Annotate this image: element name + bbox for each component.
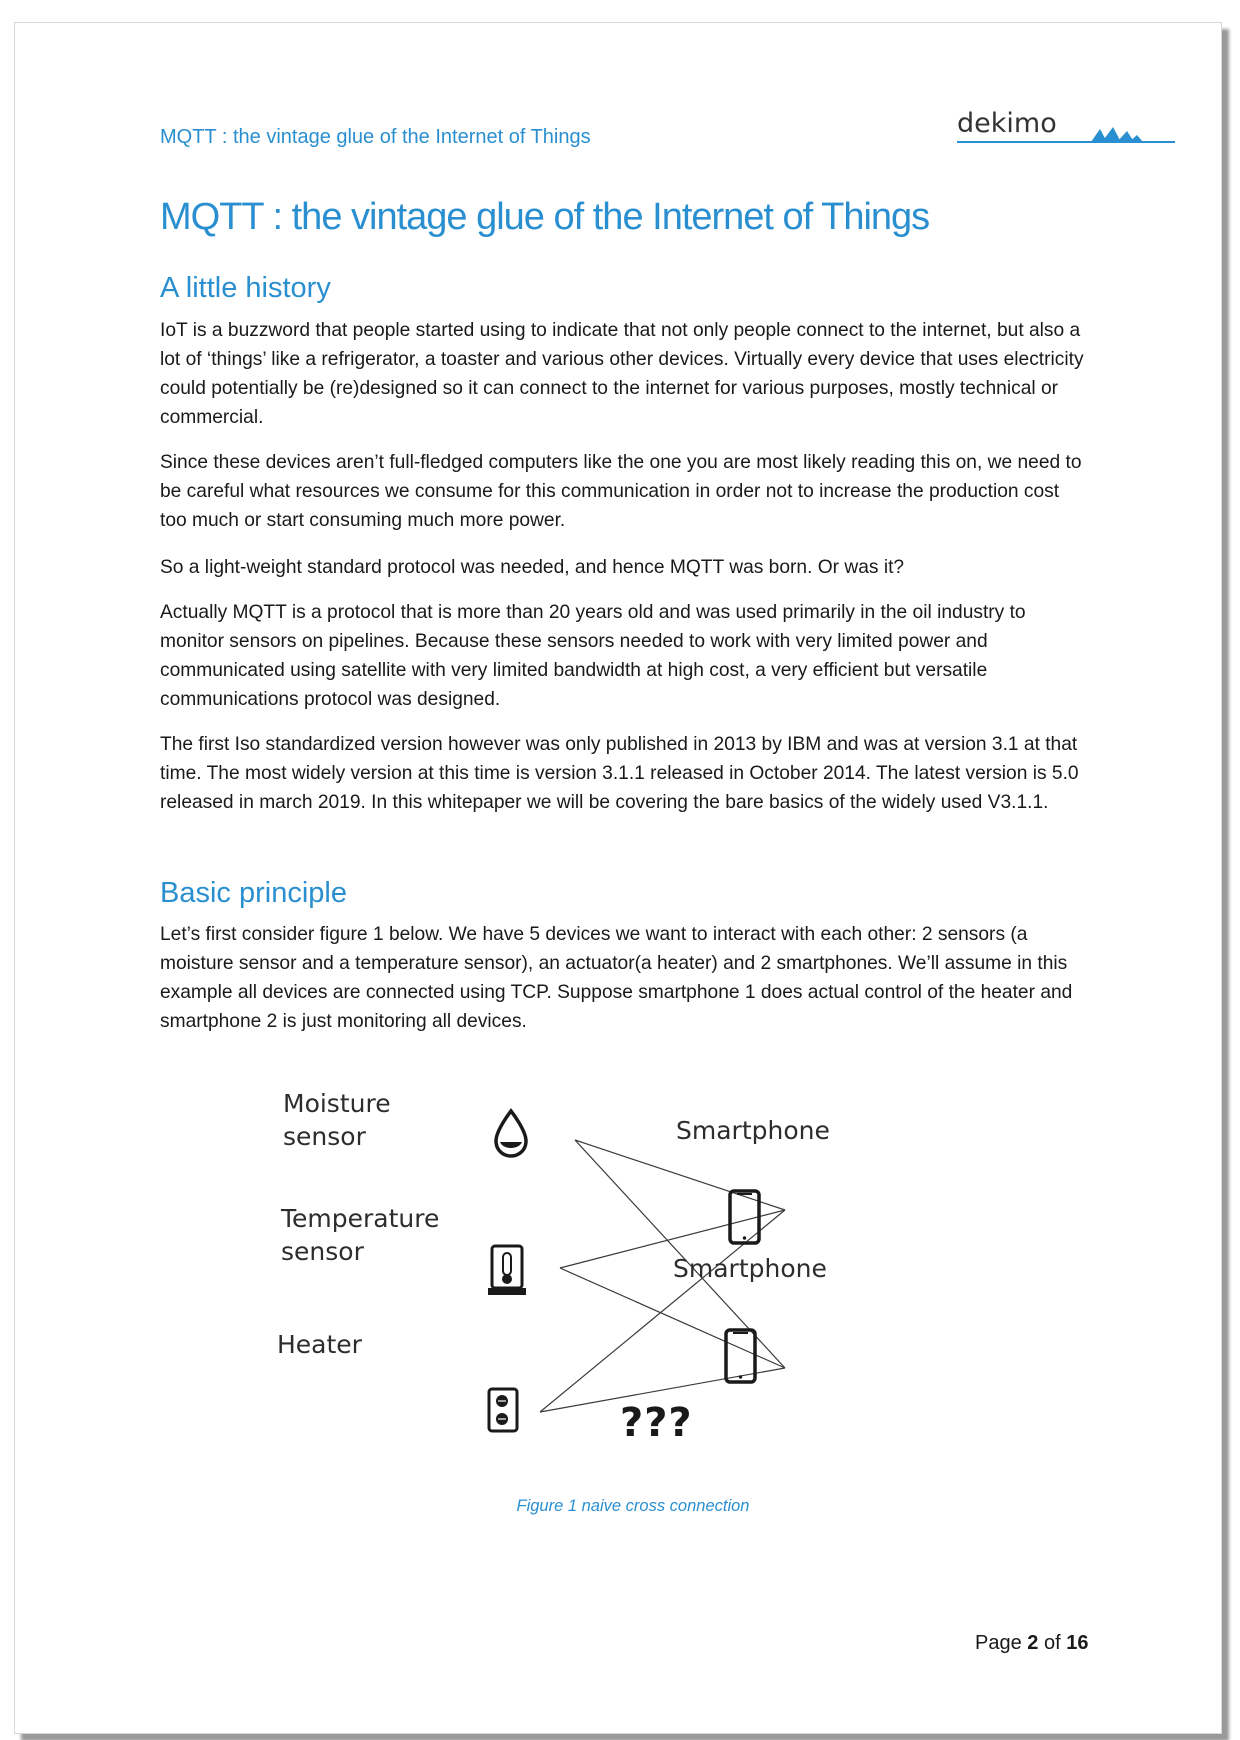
- paragraph: Actually MQTT is a protocol that is more than 20 years old and was used primarily in the oil industry to monitor sensors on pipelines. Because these sensors needed to work with very limited power and communicated using satellite with very limited bandwidth at high cost, a very efficient but versatile communications protocol was designed.: [160, 602, 1026, 710]
- heater-icon: [489, 1389, 517, 1431]
- page-separator: of: [1043, 1632, 1061, 1654]
- thermometer-icon: [488, 1246, 526, 1295]
- device-label-moisture-sensor: Moisture sensor: [283, 1089, 391, 1151]
- figure-naive-cross-connection: [277, 1089, 950, 1470]
- paragraph: So a light-weight standard protocol was needed, and hence MQTT was born. Or was it?: [160, 557, 905, 578]
- document-title: MQTT : the vintage glue of the Internet of Things: [160, 196, 930, 238]
- device-label-smartphone-1: Smartphone: [676, 1116, 830, 1145]
- section-heading-history: A little history: [160, 272, 331, 304]
- dekimo-logo: [957, 108, 1181, 150]
- paragraph: IoT is a buzzword that people started using to indicate that not only people connect to the internet, but also a lot of ‘things’ like a refrigerator, a toaster and various other devices. Virtually every device that uses electricity could potentially be (re)designed so it can connect to the internet for various purposes, mostly technical or commercial.: [160, 320, 1084, 428]
- paragraph: Let’s first consider figure 1 below. We have 5 devices we want to interact with each other: 2 sensors (a moisture sensor and a temperature sensor), an actuator(a heater) and 2 smartphones. We’ll assume in this example all devices are connected using TCP. Suppose smartphone 1 does actual control of the heater and smartphone 2 is just monitoring all devices.: [160, 924, 1073, 1032]
- device-label-temperature-sensor: Temperature sensor: [281, 1204, 440, 1266]
- page-number: [975, 1632, 1088, 1655]
- water-drop-icon: [496, 1111, 526, 1156]
- paragraph: The first Iso standardized version however was only published in 2013 by IBM and was at version 3.1 at that time. The most widely version at this time is version 3.1.1 released in October 2014. The latest version is 5.0 released in march 2019. In this whitepaper we will be covering the bare basics of the widely used V3.1.1.: [160, 734, 1079, 813]
- device-label-smartphone-2: Smartphone: [673, 1254, 827, 1283]
- figure-caption: Figure 1 naive cross connection: [516, 1497, 750, 1515]
- question-marks: ???: [620, 1400, 693, 1446]
- page-total: 16: [1066, 1632, 1089, 1654]
- page-current: 2: [1027, 1632, 1039, 1654]
- running-header: MQTT : the vintage glue of the Internet of Things: [160, 126, 591, 148]
- section-heading-basic-principle: Basic principle: [160, 877, 347, 909]
- page-prefix: Page: [975, 1632, 1022, 1654]
- paragraph: Since these devices aren’t full-fledged computers like the one you are most likely reading this on, we need to be careful what resources we consume for this communication in order not to increase the production cost too much or start consuming much more power.: [160, 452, 1082, 531]
- logo-wordmark: dekimo: [957, 108, 1057, 139]
- device-label-heater: Heater: [277, 1330, 362, 1359]
